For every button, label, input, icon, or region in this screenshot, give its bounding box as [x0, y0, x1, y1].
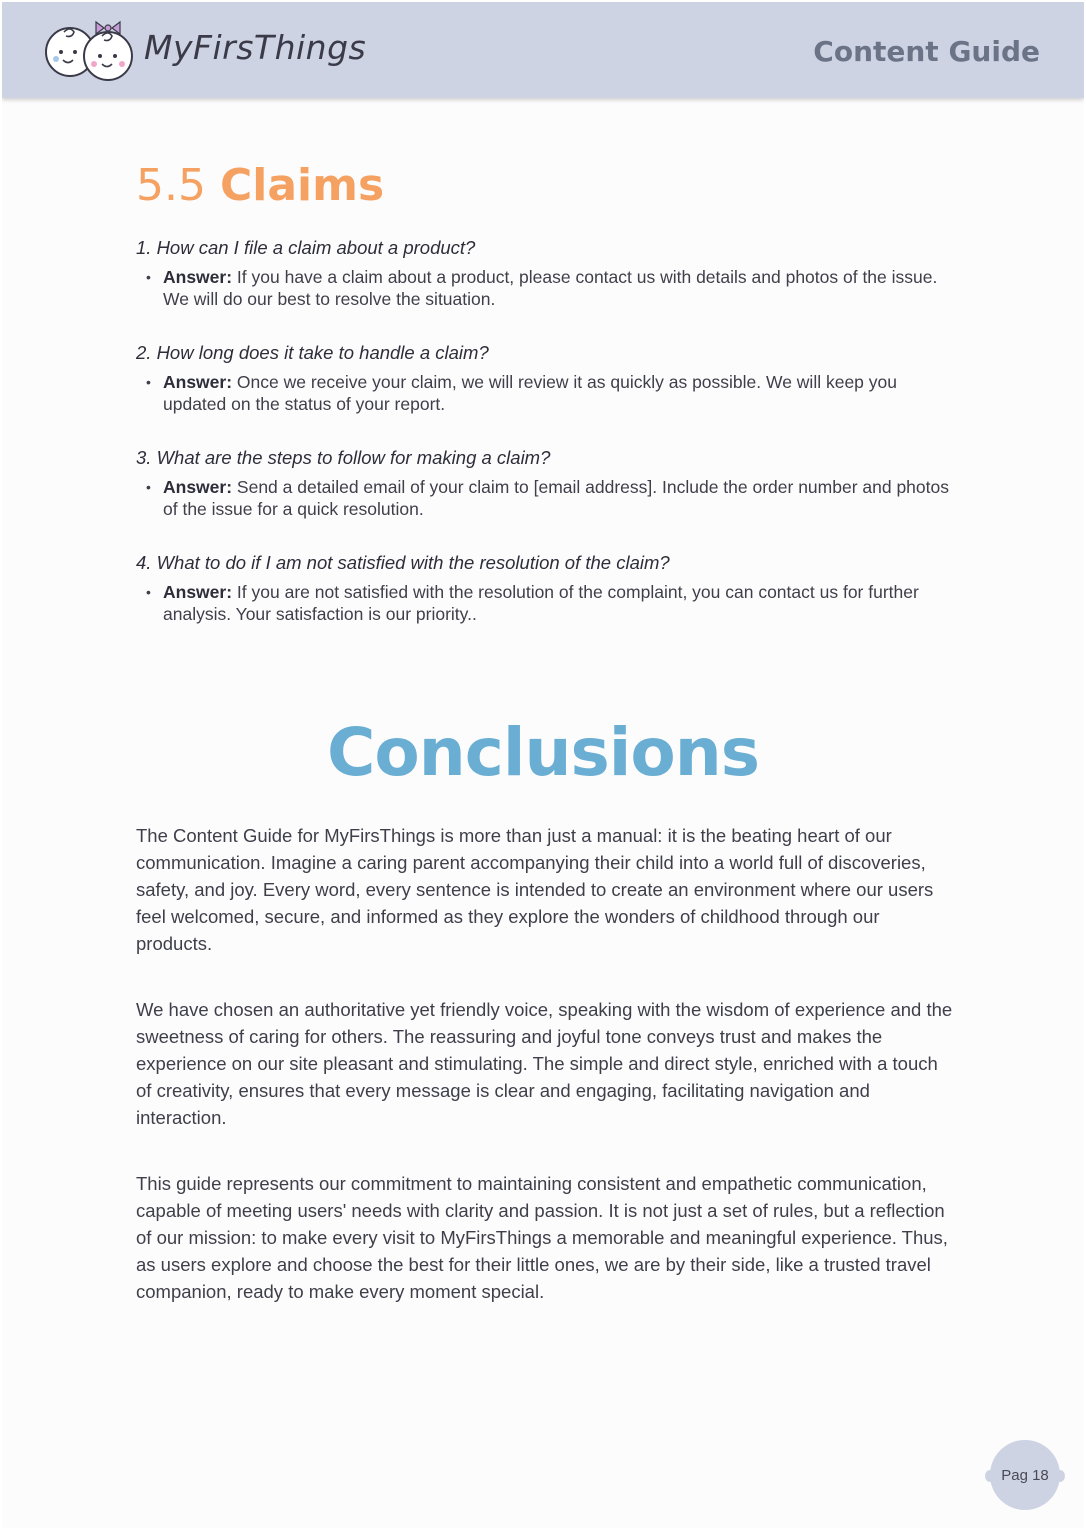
- faq-item: [136, 236, 956, 310]
- header: [2, 2, 1084, 98]
- faq-question: 2. How long does it take to handle a claim?: [136, 342, 489, 363]
- page-number-badge: [990, 1440, 1060, 1510]
- answer-label: Answer:: [163, 582, 233, 602]
- faq-item: [136, 446, 956, 520]
- conclusions-paragraph: The Content Guide for MyFirsThings is more than just a manual: it is the beating heart of our communication. Imagine a caring parent accompanying their child into a world full of discoveries, safety, and joy. Every word, every sentence is intended to create an environment where our users feel welcomed, secure, and informed as they explore the wonders of childhood through our products.: [136, 825, 934, 954]
- answer-text: Send a detailed email of your claim to [email address]. Include the order number and photos of the issue for a quick resolution.: [163, 477, 949, 519]
- section-title: [136, 160, 384, 211]
- conclusions-paragraph: This guide represents our commitment to maintaining consistent and empathetic communication, capable of meeting users' needs with clarity and passion. It is not just a set of rules, but a reflection of our mission: to make every visit to MyFirsThings a memorable and meaningful experience. Thus, as users explore and choose the best for their little ones, we are by their side, like a trusted travel companion, ready to make every moment special.: [136, 1173, 948, 1302]
- bullet-icon: •: [146, 269, 151, 285]
- faq-question: 4. What to do if I am not satisfied with the resolution of the claim?: [136, 552, 670, 573]
- section-name: Claims: [219, 160, 385, 211]
- faq-answer: [136, 266, 956, 310]
- bullet-icon: •: [146, 584, 151, 600]
- section-number: 5.5: [136, 160, 206, 211]
- faq-answer: [136, 581, 956, 625]
- answer-text: If you have a claim about a product, please contact us with details and photos of the issue. We will do our best to resolve the situation.: [163, 267, 938, 309]
- answer-label: Answer:: [163, 267, 233, 287]
- bullet-icon: •: [146, 479, 151, 495]
- bullet-icon: •: [146, 374, 151, 390]
- answer-label: Answer:: [163, 372, 233, 392]
- answer-text: Once we receive your claim, we will review it as quickly as possible. We will keep you updated on the status of your report.: [163, 372, 897, 414]
- page: [2, 2, 1084, 1528]
- brand-name: MyFirsThings: [144, 28, 367, 67]
- faq-answer: [136, 371, 956, 415]
- faq-item: [136, 551, 956, 625]
- conclusions-title: Conclusions: [326, 714, 760, 791]
- page-number: Pag 18: [1001, 1466, 1049, 1484]
- conclusions-paragraph: We have chosen an authoritative yet friendly voice, speaking with the wisdom of experience and the sweetness of caring for others. The reassuring and joyful tone conveys trust and makes the experience on our site pleasant and stimulating. The simple and direct style, enriched with a touch of creativity, ensures that every message is clear and engaging, facilitating navigation and interaction.: [136, 999, 953, 1128]
- faq-question: 3. What are the steps to follow for making a claim?: [136, 447, 551, 468]
- answer-text: If you are not satisfied with the resolution of the complaint, you can contact us for further analysis. Your satisfaction is our priority..: [163, 582, 919, 624]
- guide-title: Content Guide: [813, 35, 1040, 68]
- faq-question: 1. How can I file a claim about a product?: [136, 237, 476, 258]
- answer-label: Answer:: [163, 477, 233, 497]
- faq-item: [136, 341, 956, 415]
- baby-faces-logo-icon: [42, 18, 138, 86]
- faq-answer: [136, 476, 956, 520]
